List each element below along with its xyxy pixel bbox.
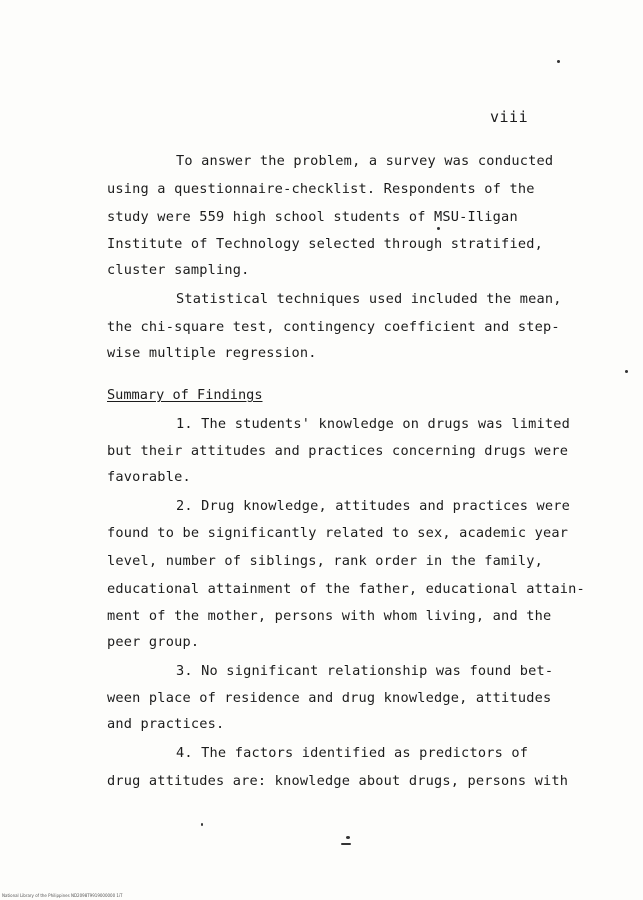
scan-mark xyxy=(341,843,351,845)
finding-line: drug attitudes are: knowledge about drugs, persons with xyxy=(107,773,569,789)
footer-watermark: National Library of the Philippines ND2098T9919000000 1iT xyxy=(2,893,123,898)
finding-line: and practices. xyxy=(107,716,225,732)
body-line: Institute of Technology selected through stratified, xyxy=(107,236,543,252)
finding-line: ment of the mother, persons with whom living, and the xyxy=(107,608,552,624)
body-line: Statistical techniques used included the mean, xyxy=(176,291,562,307)
finding-line: level, number of siblings, rank order in the family, xyxy=(107,553,543,569)
body-line: wise multiple regression. xyxy=(107,345,317,361)
scan-speck xyxy=(625,370,628,373)
scan-speck xyxy=(557,60,560,63)
scan-speck xyxy=(201,823,203,826)
scan-speck xyxy=(437,227,440,230)
body-line: the chi-square test, contingency coefficient and step- xyxy=(107,319,560,335)
finding-line: found to be significantly related to sex, academic year xyxy=(107,525,569,541)
finding-line: 2. Drug knowledge, attitudes and practices were xyxy=(176,498,571,514)
body-line: study were 559 high school students of MSU-Iligan xyxy=(107,209,518,225)
finding-line: 3. No significant relationship was found bet- xyxy=(176,663,554,679)
finding-line: 1. The students' knowledge on drugs was limited xyxy=(176,416,571,432)
finding-line: but their attitudes and practices concerning drugs were xyxy=(107,443,569,459)
body-line: To answer the problem, a survey was conducted xyxy=(176,153,554,169)
scan-mark xyxy=(346,836,350,839)
section-heading: Summary of Findings xyxy=(107,387,263,403)
finding-line: peer group. xyxy=(107,634,200,650)
finding-line: 4. The factors identified as predictors of xyxy=(176,745,529,761)
finding-line: educational attainment of the father, educational attain- xyxy=(107,581,585,597)
finding-line: ween place of residence and drug knowledge, attitudes xyxy=(107,690,552,706)
finding-line: favorable. xyxy=(107,469,191,485)
body-line: using a questionnaire-checklist. Respondents of the xyxy=(107,181,535,197)
body-line: cluster sampling. xyxy=(107,262,250,278)
page-number: viii xyxy=(490,108,529,126)
